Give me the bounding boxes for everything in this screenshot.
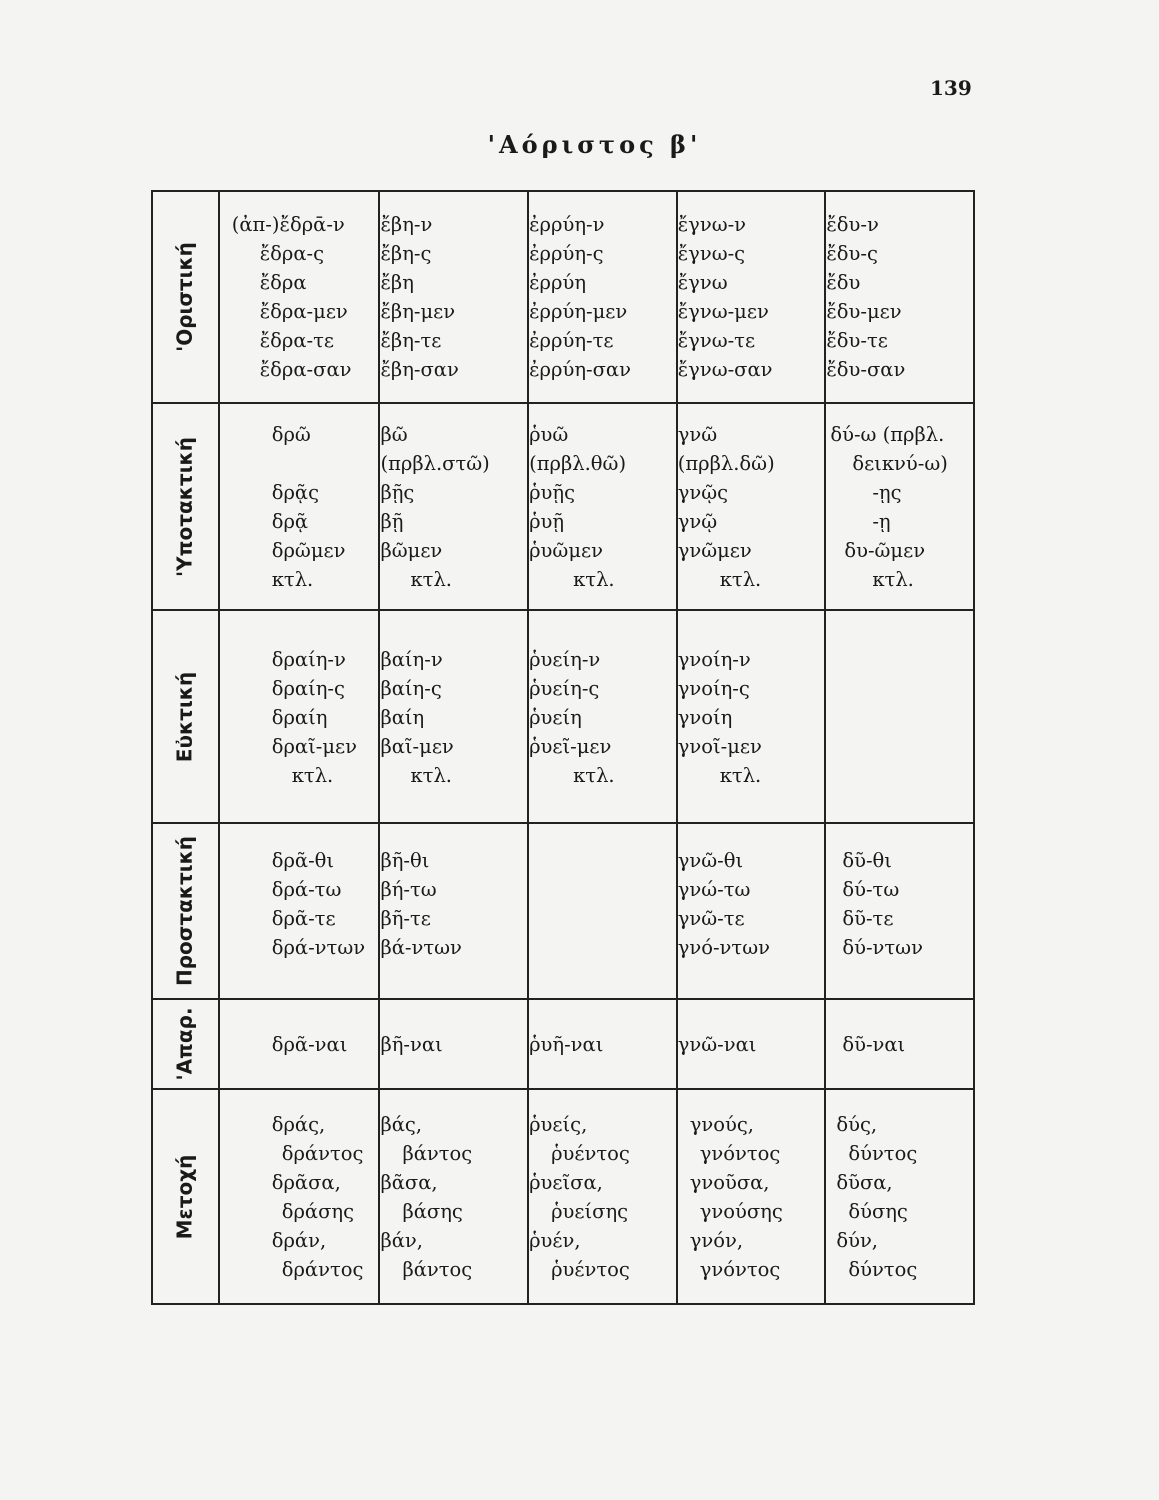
form: βάντος (402, 1141, 473, 1165)
form: ῥυείς, (529, 1112, 588, 1136)
row-optative (152, 610, 974, 823)
form: δραῖ-μεν (271, 735, 357, 758)
form: κτλ. (719, 567, 762, 591)
form: βῇς (380, 480, 415, 504)
row-indicative (152, 191, 974, 403)
form: ῥυῆ-ναι (529, 1032, 604, 1056)
cell-stem-2 (379, 1089, 528, 1304)
form: βῇ (380, 509, 404, 533)
form: δραίη-ν (271, 648, 346, 671)
form: κτλ. (872, 567, 914, 591)
form: ῥυεῖ-μεν (529, 735, 612, 758)
form: βᾶσα, (380, 1170, 438, 1194)
form: ἔβη-μεν (380, 300, 456, 323)
form: ῥυῶ (529, 422, 569, 446)
form: ἔγνω-ς (677, 242, 746, 265)
form: γνοίη (677, 706, 733, 729)
row-label: Προστακτική (152, 823, 219, 999)
cell-stem-1 (219, 999, 380, 1089)
form: ἔδυ-τε (826, 329, 888, 352)
form: ἐρρύη (529, 271, 587, 294)
form: γνόντος (699, 1141, 781, 1165)
page-number: 139 (930, 76, 972, 100)
form: ἔβη (380, 271, 414, 294)
form: γνό-ντων (677, 936, 770, 959)
form: ἔγνω (677, 271, 728, 294)
form: ἔγνω-μεν (677, 300, 769, 323)
form: κτλ. (410, 567, 453, 591)
cell-stem-3 (528, 823, 677, 999)
form: δῦσα, (836, 1170, 893, 1194)
conjugation-table (151, 190, 975, 1305)
form: δῦ-θι (842, 849, 892, 872)
form: γνοίη-ς (677, 677, 750, 700)
cell-stem-3 (528, 191, 677, 403)
form: ἔβη-ν (380, 213, 433, 236)
cell-stem-4 (677, 823, 826, 999)
form: δύντος (848, 1141, 918, 1165)
form: ἔδυ (826, 271, 861, 294)
form: βῶμεν (380, 538, 443, 562)
form: δρά-ντων (271, 936, 366, 959)
cell-stem-1 (219, 403, 380, 610)
form: -ῃ (872, 509, 891, 533)
row-label: Μετοχή (152, 1089, 219, 1304)
form: ἔδυ-μεν (826, 300, 902, 323)
form: δρῶ (271, 422, 311, 446)
form: βάν, (380, 1228, 423, 1252)
form: ῥυείη-ς (529, 677, 600, 700)
form: γνῶ-τε (677, 907, 745, 930)
cell-stem-5 (825, 403, 974, 610)
cell-stem-5 (825, 191, 974, 403)
row-label: Εὐκτική (152, 610, 219, 823)
cell-stem-4 (677, 610, 826, 823)
form: δύ-ω (πρβλ. (830, 422, 945, 446)
cell-stem-5 (825, 610, 974, 823)
form: κτλ. (573, 764, 615, 787)
form: δύσης (848, 1199, 908, 1223)
form: δρᾶ-θι (271, 849, 335, 872)
form: ἔδρα-τε (259, 329, 335, 352)
cell-stem-1 (219, 823, 380, 999)
row-label: 'Οριστική (152, 191, 219, 403)
form: δράσης (281, 1199, 355, 1223)
form: βάσης (402, 1199, 463, 1223)
page-title: 'Αόριστος β' (487, 130, 702, 159)
cell-stem-1 (219, 610, 380, 823)
form: δράντος (281, 1257, 364, 1281)
form: (ἀπ-)ἔδρᾱ-ν (231, 213, 345, 236)
cell-stem-4 (677, 1089, 826, 1304)
row-label: 'Απαρ. (152, 999, 219, 1089)
form: βῆ-τε (380, 907, 431, 930)
form: δῦ-ναι (842, 1032, 906, 1056)
form: ἔδρα-ς (259, 242, 325, 265)
form: δύ-ντων (842, 936, 923, 959)
row-label: 'Υποτακτική (152, 403, 219, 610)
form: ῥυέν, (529, 1228, 581, 1252)
cell-stem-3 (528, 610, 677, 823)
form: γνώ-τω (677, 878, 751, 901)
form: γνόν, (689, 1228, 744, 1252)
form: ῥυεῖσα, (529, 1170, 603, 1194)
form: ἔβη-τε (380, 329, 442, 352)
form: ἔδυ-ς (826, 242, 878, 265)
form: δεικνύ-ω) (852, 451, 948, 475)
form: βά-ντων (380, 936, 462, 959)
form: ῥυῶμεν (529, 538, 603, 562)
form: δράν, (271, 1228, 327, 1252)
form: δύ-τω (842, 878, 900, 901)
form: ἐρρύη-τε (529, 329, 614, 352)
form: ἔγνω-τε (677, 329, 756, 352)
cell-stem-2 (379, 610, 528, 823)
form: δρᾷ (271, 509, 309, 533)
form: ῥυῇ (529, 509, 565, 533)
cell-stem-2 (379, 823, 528, 999)
form: ῥυέντος (551, 1257, 630, 1281)
form: ἔδρα-μεν (259, 300, 348, 323)
cell-stem-1 (219, 1089, 380, 1304)
form: δύντος (848, 1257, 918, 1281)
form: δραίη-ς (271, 677, 345, 700)
row-imperative (152, 823, 974, 999)
form: ἔδυ-ν (826, 213, 879, 236)
form: δρά-τω (271, 878, 342, 901)
form: βή-τω (380, 878, 437, 901)
form: δυ-ῶμεν (844, 538, 926, 562)
form: δρῶμεν (271, 538, 346, 562)
form: ἐρρύη-ς (529, 242, 604, 265)
form: δύν, (836, 1228, 878, 1252)
cell-stem-2 (379, 403, 528, 610)
form: ἐρρύη-μεν (529, 300, 628, 323)
form: βαῖ-μεν (380, 735, 454, 758)
row-participle (152, 1089, 974, 1304)
form: γνῶ-ναι (677, 1032, 757, 1056)
form: ἔδρα (259, 271, 307, 294)
form: κτλ. (573, 567, 615, 591)
form: κτλ. (719, 764, 762, 787)
form: βάς, (380, 1112, 423, 1136)
cell-stem-3 (528, 403, 677, 610)
form (220, 449, 379, 478)
form: βαίη-ς (380, 677, 442, 700)
form: βαίη-ν (380, 648, 443, 671)
cell-stem-2 (379, 999, 528, 1089)
form: γνοῦσα, (689, 1170, 770, 1194)
cell-stem-1 (219, 191, 380, 403)
cell-stem-5 (825, 999, 974, 1089)
form: ῥυείη (529, 706, 582, 729)
form: (πρβλ.δῶ) (677, 451, 775, 475)
form: δράς, (271, 1112, 326, 1136)
form: κτλ. (271, 567, 314, 591)
form: γνοῖ-μεν (677, 735, 762, 758)
form: ἔγνω-σαν (677, 358, 773, 381)
form: δράντος (281, 1141, 364, 1165)
form: γνῷ (677, 509, 718, 533)
form: γνῶ-θι (677, 849, 744, 872)
form: ἐρρύη-ν (529, 213, 605, 236)
form: γνούς, (689, 1112, 754, 1136)
row-subjunctive (152, 403, 974, 610)
form: κτλ. (291, 764, 334, 787)
form: ἔδρα-σαν (259, 358, 352, 381)
cell-stem-3 (528, 1089, 677, 1304)
form: ἔβη-ς (380, 242, 432, 265)
form: ἔδυ-σαν (826, 358, 906, 381)
cell-stem-4 (677, 403, 826, 610)
form: δύς, (836, 1112, 878, 1136)
form: βαίη (380, 706, 425, 729)
cell-stem-3 (528, 999, 677, 1089)
form: δῦ-τε (842, 907, 894, 930)
form: ἔβη-σαν (380, 358, 459, 381)
form: βῆ-ναι (380, 1032, 443, 1056)
form: γνῶμεν (677, 538, 752, 562)
cell-stem-2 (379, 191, 528, 403)
form: δρᾶ-τε (271, 907, 336, 930)
form: δρᾷς (271, 480, 320, 504)
cell-stem-5 (825, 1089, 974, 1304)
form: ἐρρύη-σαν (529, 358, 631, 381)
form: δρᾶσα, (271, 1170, 341, 1194)
form: -ῃς (872, 480, 902, 504)
form: κτλ. (410, 764, 453, 787)
form: (πρβλ.θῶ) (529, 451, 627, 475)
form: ῥυέντος (551, 1141, 630, 1165)
form: βῶ (380, 422, 408, 446)
form: ἔγνω-ν (677, 213, 747, 236)
row-infinitive (152, 999, 974, 1089)
form: δραίη (271, 706, 328, 729)
form: γνούσης (699, 1199, 783, 1223)
form: γνοίη-ν (677, 648, 751, 671)
form: γνῷς (677, 480, 729, 504)
form: γνῶ (677, 422, 718, 446)
form: βάντος (402, 1257, 473, 1281)
cell-stem-4 (677, 191, 826, 403)
form: ῥυῇς (529, 480, 576, 504)
form: ῥυείσης (551, 1199, 629, 1223)
form: (πρβλ.στῶ) (380, 451, 490, 475)
cell-stem-4 (677, 999, 826, 1089)
form: δρᾶ-ναι (271, 1032, 348, 1056)
cell-stem-5 (825, 823, 974, 999)
form: βῆ-θι (380, 849, 430, 872)
form: ῥυείη-ν (529, 648, 601, 671)
form: γνόντος (699, 1257, 781, 1281)
